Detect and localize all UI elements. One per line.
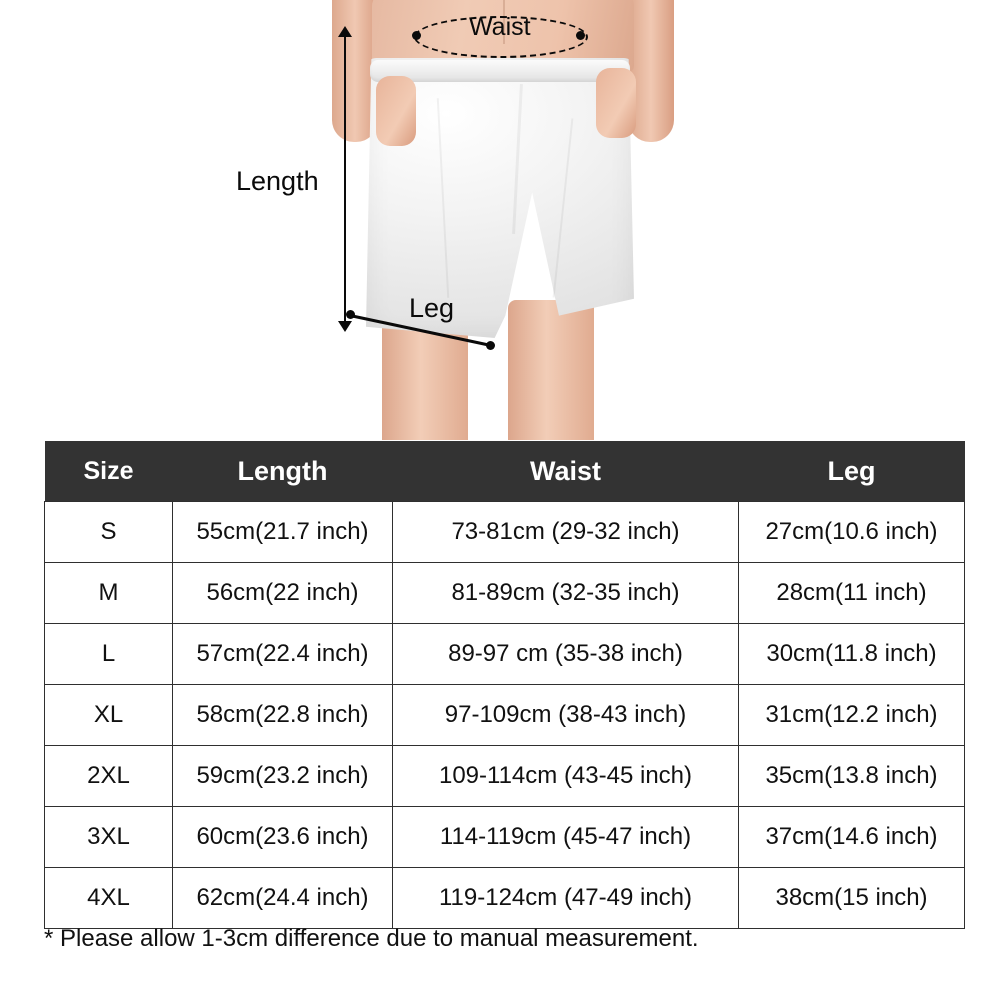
- measurement-note: * Please allow 1-3cm difference due to manual measurement.: [44, 925, 699, 952]
- length-measure-arrow: [344, 36, 346, 322]
- cell-length: 58cm(22.8 inch): [173, 685, 393, 746]
- table-row: [45, 746, 965, 807]
- table-row: [45, 807, 965, 868]
- cell-waist: 97-109cm (38-43 inch): [393, 685, 739, 746]
- cell-leg: 38cm(15 inch): [739, 868, 965, 929]
- cell-leg: 37cm(14.6 inch): [739, 807, 965, 868]
- cell-size: 2XL: [45, 746, 173, 807]
- table-row: [45, 685, 965, 746]
- model-right-hand: [596, 68, 636, 138]
- cell-length: 60cm(23.6 inch): [173, 807, 393, 868]
- leg-measure-endpoint: [486, 341, 495, 350]
- column-header-leg: Leg: [739, 441, 965, 502]
- cell-leg: 27cm(10.6 inch): [739, 502, 965, 563]
- cell-leg: 35cm(13.8 inch): [739, 746, 965, 807]
- waist-measure-endpoint: [412, 31, 421, 40]
- table-row: [45, 563, 965, 624]
- cell-leg: 31cm(12.2 inch): [739, 685, 965, 746]
- table-row: [45, 502, 965, 563]
- cell-length: 59cm(23.2 inch): [173, 746, 393, 807]
- cell-size: M: [45, 563, 173, 624]
- cell-waist: 81-89cm (32-35 inch): [393, 563, 739, 624]
- cell-waist: 73-81cm (29-32 inch): [393, 502, 739, 563]
- cell-length: 57cm(22.4 inch): [173, 624, 393, 685]
- column-header-size: Size: [45, 441, 173, 502]
- cell-size: L: [45, 624, 173, 685]
- table-header-row: [45, 441, 965, 502]
- leg-measure-endpoint: [346, 310, 355, 319]
- cell-size: 4XL: [45, 868, 173, 929]
- cell-length: 62cm(24.4 inch): [173, 868, 393, 929]
- cell-waist: 89-97 cm (35-38 inch): [393, 624, 739, 685]
- cell-waist: 119-124cm (47-49 inch): [393, 868, 739, 929]
- column-header-length: Length: [173, 441, 393, 502]
- size-table: [44, 441, 965, 929]
- leg-measure-label: Leg: [409, 293, 455, 323]
- model-left-hand: [376, 76, 416, 146]
- cell-length: 56cm(22 inch): [173, 563, 393, 624]
- cell-waist: 109-114cm (43-45 inch): [393, 746, 739, 807]
- length-measure-label: Length: [236, 166, 319, 196]
- cell-leg: 28cm(11 inch): [739, 563, 965, 624]
- cell-size: S: [45, 502, 173, 563]
- size-table-body: [45, 502, 965, 929]
- table-row: [45, 868, 965, 929]
- cell-waist: 114-119cm (45-47 inch): [393, 807, 739, 868]
- column-header-waist: Waist: [393, 441, 739, 502]
- cell-leg: 30cm(11.8 inch): [739, 624, 965, 685]
- cell-length: 55cm(21.7 inch): [173, 502, 393, 563]
- size-table-container: [44, 441, 956, 929]
- cell-size: XL: [45, 685, 173, 746]
- waist-measure-label: Waist: [469, 13, 531, 41]
- size-chart-illustration: [0, 0, 1000, 440]
- size-table-header: [45, 441, 965, 502]
- table-row: [45, 624, 965, 685]
- cell-size: 3XL: [45, 807, 173, 868]
- waist-measure-endpoint: [576, 31, 585, 40]
